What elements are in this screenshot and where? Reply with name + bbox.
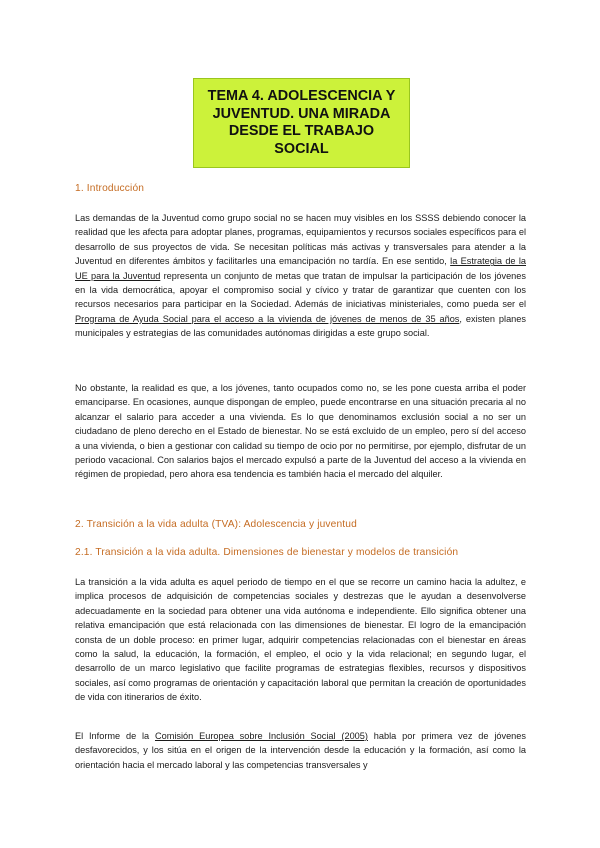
- paragraph-4: [75, 729, 526, 772]
- link-ue-youth-strategy[interactable]: la Estrategia de la UE para la Juventud: [75, 256, 527, 281]
- section-2-heading: 2. Transición a la vida adulta (TVA): Adolescencia y juventud: [75, 519, 357, 530]
- paragraph-4-text-b: habla por primera vez de jóvenes desfavorecidos, y los sitúa en el origen de la intervención desde la educación y la formación, así como la orientación hacia el mercado laboral y las competencias transversales y: [75, 731, 526, 770]
- link-european-commission-report[interactable]: Comisión Europea sobre Inclusión Social (2005): [154, 731, 368, 741]
- paragraph-3: La transición a la vida adulta es aquel periodo de tiempo en el que se recorre un camino hacia la adultez, e implica procesos de adquisición de competencias sociales y destrezas que le ayudan a desenvolverse adecuadamente en la sociedad para obtener una vida autónoma e independiente. Ello significa obtener una relativa emancipación que está relacionada con las dimensiones de bienestar. El logro de la emancipación consta de un doble proceso: en primer lugar, adquirir competencias relacionadas con el bienestar en áreas como la salud, la educación, la formación, el empleo, el ocio y la vida relacional; en segundo lugar, el desarrollo de un marco legislativo que facilite programas de estrategias flexibles, recursos y dispositivos sociales, así como programas de orientación y capacitación laboral que permitan la creación de oportunidades de vida con itinerarios de éxito.: [75, 577, 526, 703]
- section-1-heading: 1. Introducción: [75, 183, 145, 194]
- title-box: [193, 78, 410, 168]
- section-2-1-heading: 2.1. Transición a la vida adulta. Dimensiones de bienestar y modelos de transición: [75, 547, 459, 558]
- paragraph-1-text-b: representa un conjunto de metas que tratan de impulsar la participación de los jóvenes en la vida democrática, apoyar el compromiso social y cívico y tratar de garantizar que cuenten con los recursos necesarios para participar en la Sociedad. Además de iniciativas ministeriales, como pueda ser el: [75, 270, 526, 310]
- paragraph-4-text-a: El Informe de la: [75, 731, 155, 741]
- paragraph-2: No obstante, la realidad es que, a los jóvenes, tanto ocupados como no, se les pone cuesta arriba el poder emanciparse. En ocasiones, aunque dispongan de empleo, puede encontrarse en una situación precaria al no alcanzar el salario para acceder a una vivienda. Es lo que denominamos exclusión social a no ser un ciudadano de pleno derecho en el Estado de bienestar. No se está excluido de un empleo, pero sí del acceso a una vivienda, o bien a gestionar con calidad su tiempo de ocio por no permitirse, por ejemplo, disfrutar de un periodo vacacional. Con salarios bajos el mercado expulsó a parte de la Juventud del acceso a la vivienda en régimen de propiedad, pero ahora esa tendencia es también hacia el mercado del alquiler.: [75, 383, 526, 480]
- paragraph-1-text-a: Las demandas de la Juventud como grupo social no se hacen muy visibles en los SSSS debiendo conocer la realidad que les afecta para adoptar planes, programas, equipamientos y recursos sociales específicos para el desarrollo de sus proyectos de vida. Se necesitan políticas más activas y transversales para atender a la Juventud en diferentes ámbitos y facilitarles una emancipación no tardía. En ese sentido,: [75, 213, 526, 267]
- link-housing-aid-program[interactable]: Programa de Ayuda Social para el acceso a la vivienda de jóvenes de menos de 35 años: [75, 313, 460, 324]
- paragraph-1-text-c: , existen planes municipales y estrategias de las comunidades autónomas dirigidas a este grupo social.: [75, 313, 526, 339]
- document-title: TEMA 4. ADOLESCENCIA Y JUVENTUD. UNA MIRADA DESDE EL TRABAJO SOCIAL: [207, 88, 396, 157]
- paragraph-1: [75, 211, 526, 341]
